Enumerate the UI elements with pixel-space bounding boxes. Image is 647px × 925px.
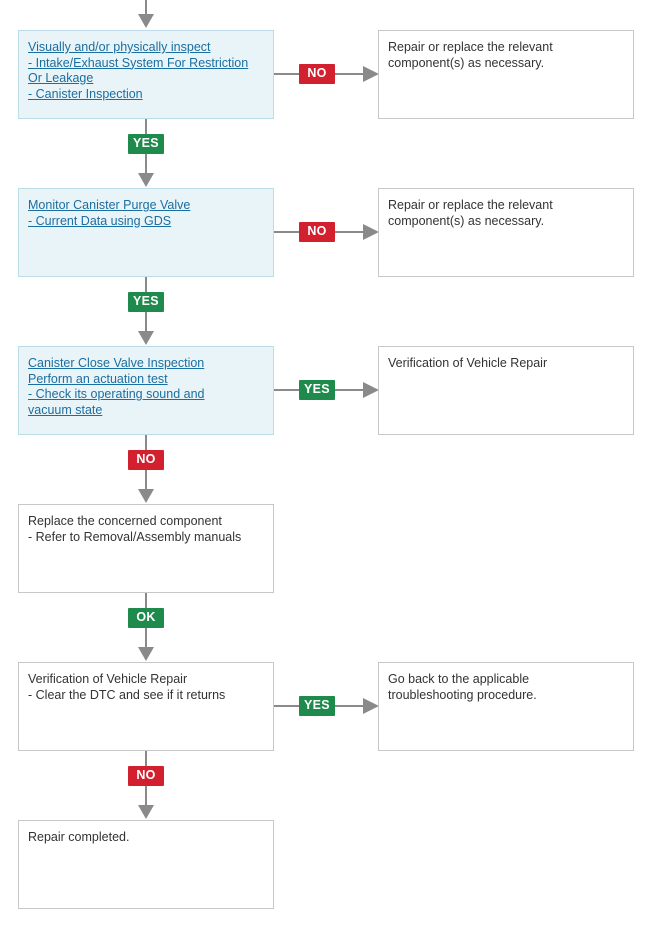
- arrow-into-step-1: [138, 14, 154, 28]
- step-5-line-1: Verification of Vehicle Repair: [28, 672, 188, 686]
- result-2-line-2: component(s) as necessary.: [388, 213, 545, 228]
- result-2-line-1: Repair or replace the relevant: [388, 198, 553, 212]
- step-3-line-2[interactable]: Perform an actuation test: [28, 371, 168, 386]
- badge-side-5: YES: [299, 696, 335, 716]
- result-1-line-1: Repair or replace the relevant: [388, 40, 553, 54]
- badge-down-3: NO: [128, 450, 164, 470]
- badge-side-1: NO: [299, 64, 335, 84]
- step-4-box: [18, 504, 274, 593]
- step-2-line-2[interactable]: - Current Data using GDS: [28, 213, 172, 228]
- step-4-line-2: - Refer to Removal/Assembly manuals: [28, 529, 242, 544]
- step-1-box: [18, 30, 274, 119]
- arrow-side-5: [363, 698, 379, 714]
- result-5-line-1: Go back to the applicable: [388, 672, 530, 686]
- result-5-line-2: troubleshooting procedure.: [388, 687, 537, 702]
- result-1-box: [378, 30, 634, 119]
- badge-side-3: YES: [299, 380, 335, 400]
- arrow-into-step-6: [138, 805, 154, 819]
- step-5-box: [18, 662, 274, 751]
- badge-side-2: NO: [299, 222, 335, 242]
- step-6-line-1: Repair completed.: [28, 830, 130, 844]
- arrow-into-step-3: [138, 331, 154, 345]
- step-1-line-4[interactable]: - Canister Inspection: [28, 86, 143, 101]
- arrow-into-step-5: [138, 647, 154, 661]
- arrow-into-step-2: [138, 173, 154, 187]
- result-3-box: [378, 346, 634, 435]
- step-2-box: [18, 188, 274, 277]
- result-1-line-2: component(s) as necessary.: [388, 55, 545, 70]
- badge-down-1: YES: [128, 134, 164, 154]
- step-1-line-1[interactable]: Visually and/or physically inspect: [28, 40, 211, 54]
- result-2-box: [378, 188, 634, 277]
- badge-down-2: YES: [128, 292, 164, 312]
- step-2-line-1[interactable]: Monitor Canister Purge Valve: [28, 198, 191, 212]
- arrow-into-step-4: [138, 489, 154, 503]
- arrow-side-2: [363, 224, 379, 240]
- step-1-line-3[interactable]: Or Leakage: [28, 71, 94, 85]
- step-3-line-1[interactable]: Canister Close Valve Inspection: [28, 356, 205, 370]
- badge-down-4: OK: [128, 608, 164, 628]
- arrow-side-1: [363, 66, 379, 82]
- step-4-line-1: Replace the concerned component: [28, 514, 222, 528]
- arrow-side-3: [363, 382, 379, 398]
- result-3-line-1: Verification of Vehicle Repair: [388, 356, 548, 370]
- step-1-line-2[interactable]: - Intake/Exhaust System For Restriction: [28, 55, 249, 70]
- badge-down-5: NO: [128, 766, 164, 786]
- step-3-line-3[interactable]: - Check its operating sound and: [28, 387, 205, 401]
- result-5-box: [378, 662, 634, 751]
- step-5-line-2: - Clear the DTC and see if it returns: [28, 687, 226, 702]
- step-3-box: [18, 346, 274, 435]
- step-3-line-4[interactable]: vacuum state: [28, 402, 103, 417]
- step-6-box: [18, 820, 274, 909]
